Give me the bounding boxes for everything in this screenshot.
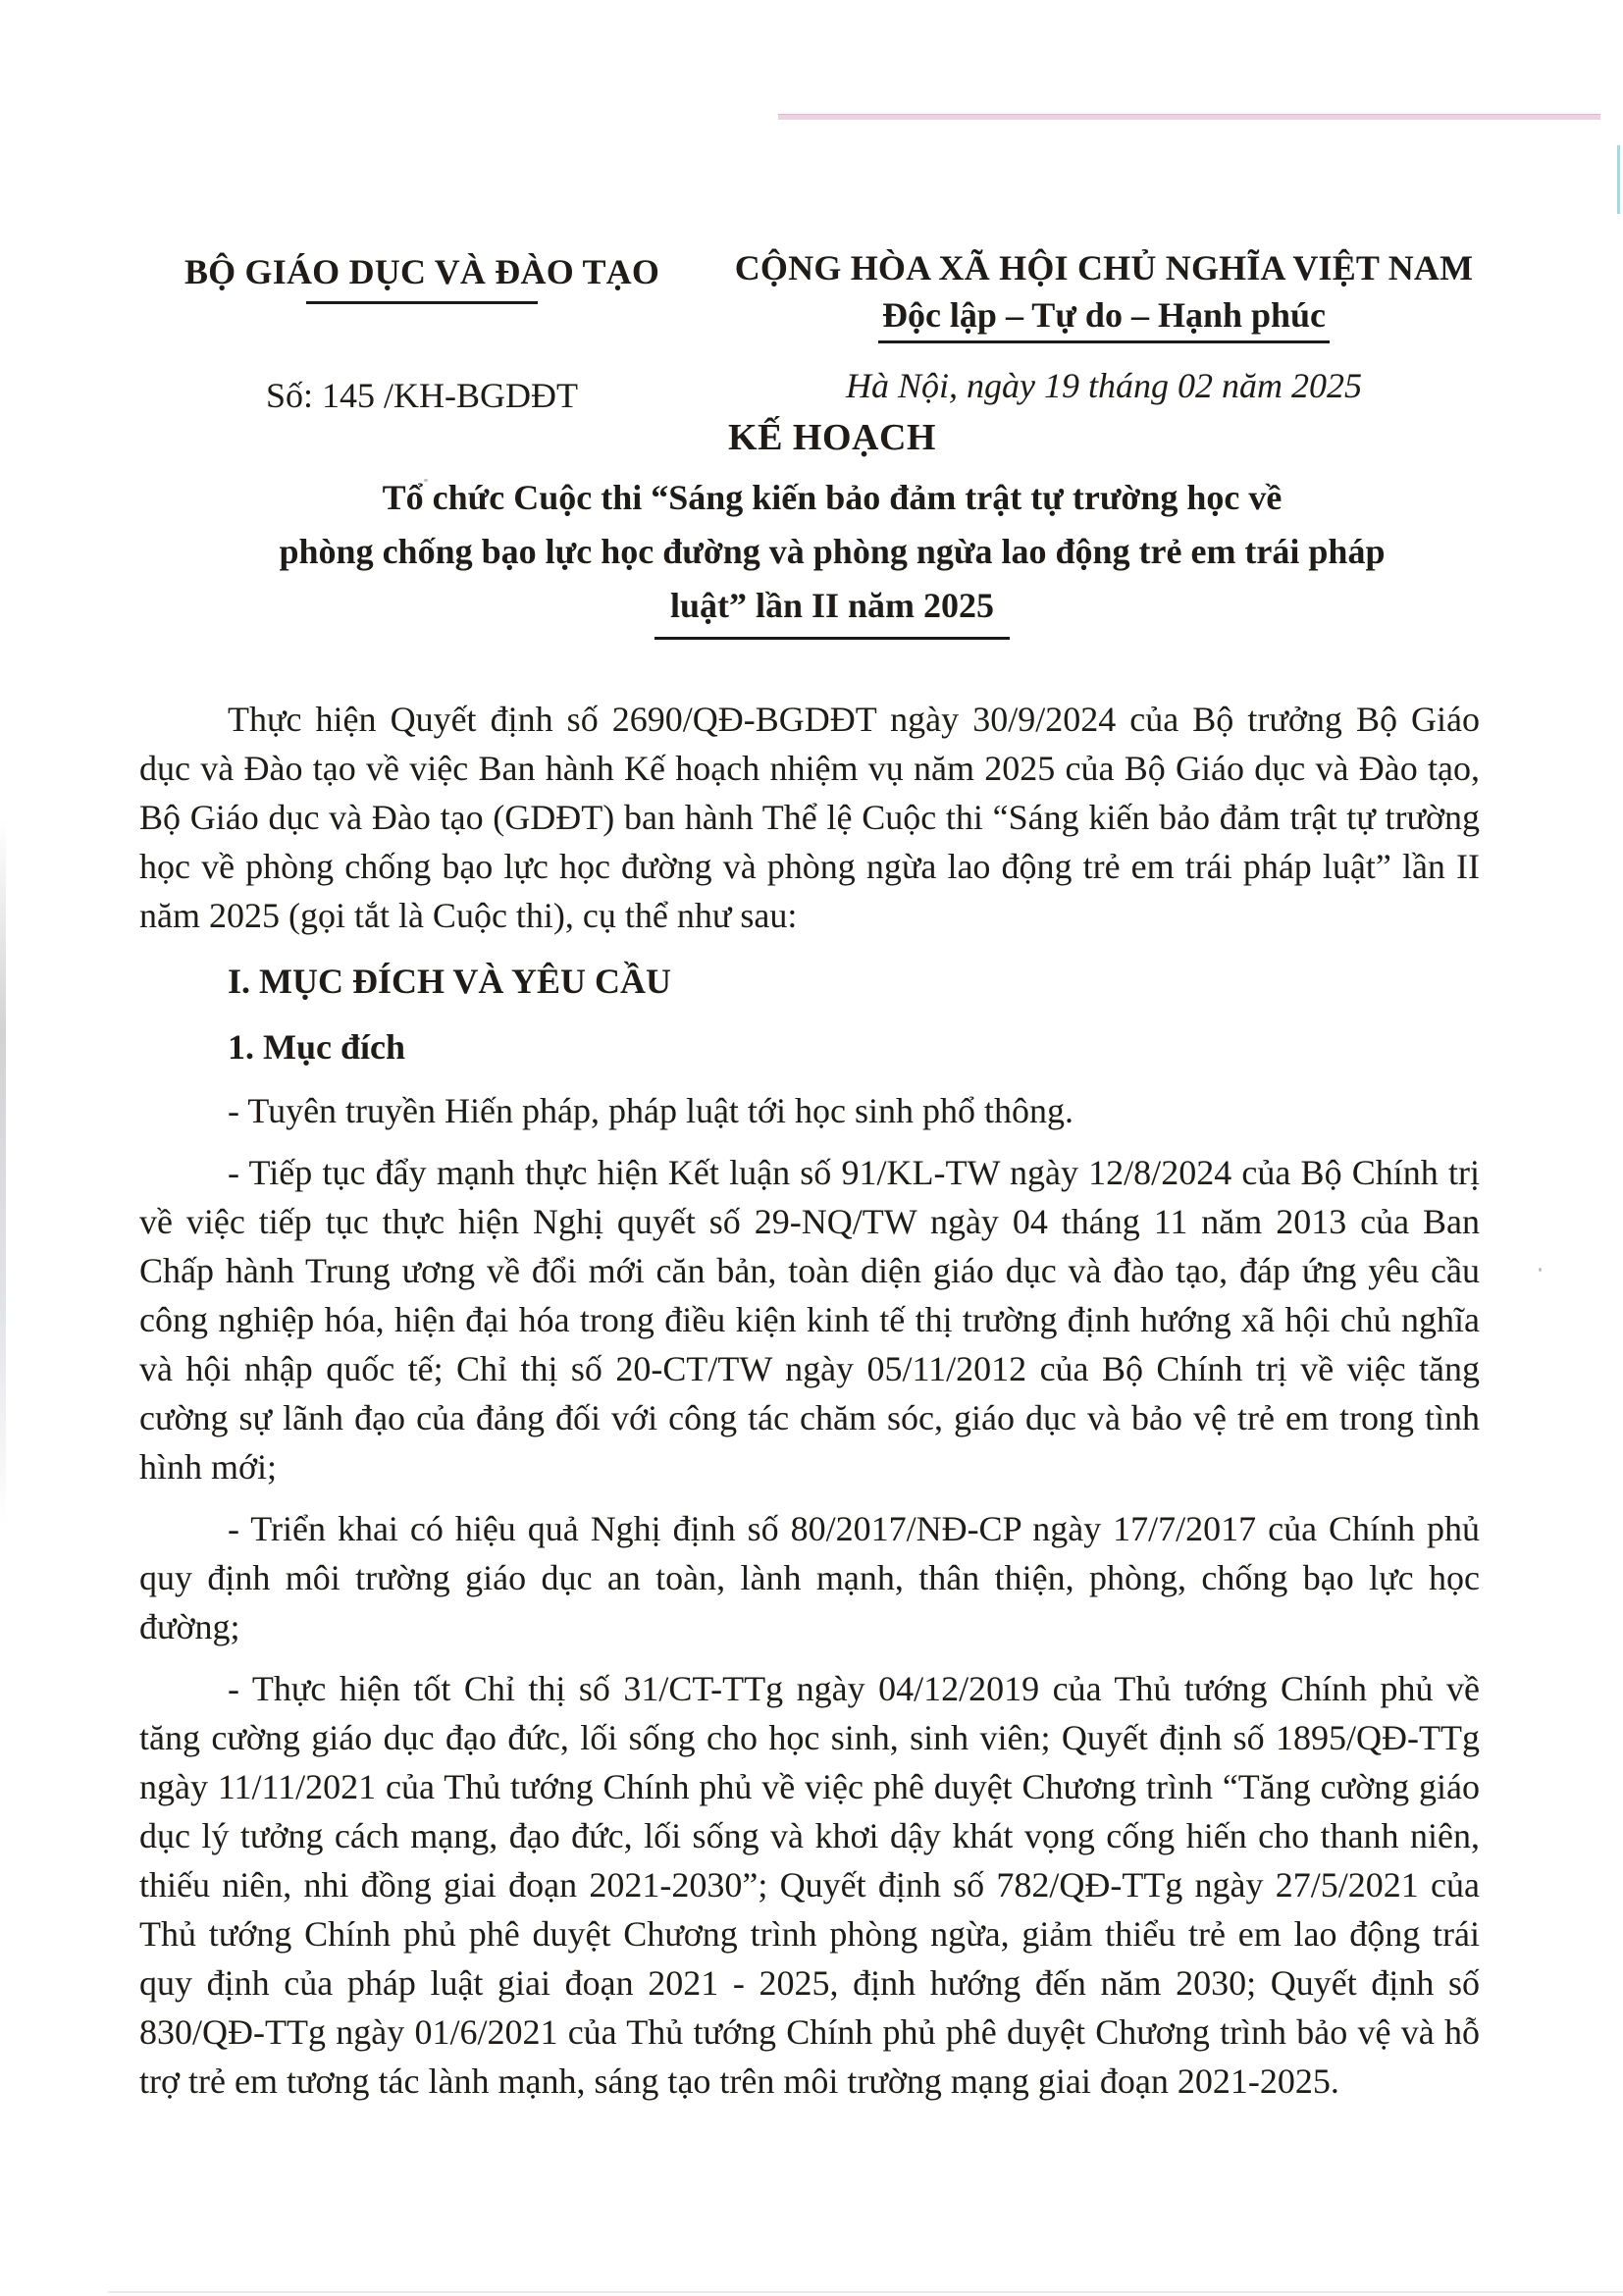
- bullet-paragraph: - Tiếp tục đẩy mạnh thực hiện Kết luận số 91/KL-TW ngày 12/8/2024 của Bộ Chính trị về việc tiếp tục thực hiện Nghị quyết số 29-NQ/TW ngày 04 tháng 11 năm 2013 của Ban Chấp hành Trung ương về đổi mới căn bản, toàn diện giáo dục và đào tạo, đáp ứng yêu cầu công nghiệp hóa, hiện đại hóa trong điều kiện kinh tế thị trường định hướng xã hội chủ nghĩa và hội nhập quốc tế; Chỉ thị số 20-CT/TW ngày 05/11/2012 của Bộ Chính trị về việc tăng cường sự lãnh đạo của đảng đối với công tác chăm sóc, giáo dục và bảo vệ trẻ em trong tình hình mới;: [139, 1153, 1480, 1487]
- scan-edge-teal-mark: [1617, 145, 1620, 214]
- subtitle-underlined-text: luật” lần II năm 2025: [654, 579, 1010, 640]
- scan-edge-left-smudge: [0, 819, 6, 1526]
- document-subtitle-line2: phòng chống bạo lực học đường và phòng ngừa lao động trẻ em trái pháp: [279, 532, 1386, 571]
- document-number: Số: 145 /KH-BGDĐT: [265, 376, 578, 415]
- national-header-block: [726, 247, 1482, 406]
- document-subtitle-line3: [137, 579, 1527, 640]
- bullet-paragraph: - Thực hiện tốt Chỉ thị số 31/CT-TTg ngày 04/12/2019 của Thủ tướng Chính phủ về tăng cường giáo dục đạo đức, lối sống cho học sinh, sinh viên; Quyết định số 1895/QĐ-TTg ngày 11/11/2021 của Thủ tướng Chính phủ về việc phê duyệt Chương trình “Tăng cường giáo dục lý tưởng cách mạng, đạo đức, lối sống và khơi dậy khát vọng cống hiến cho thanh niên, thiếu niên, nhi đồng giai đoạn 2021-2030”; Quyết định số 782/QĐ-TTg ngày 27/5/2021 của Thủ tướng Chính phủ phê duyệt Chương trình phòng ngừa, giảm thiểu trẻ em lao động trái quy định của pháp luật giai đoạn 2021 - 2025, định hướng đến năm 2030; Quyết định số 830/QĐ-TTg ngày 01/6/2021 của Thủ tướng Chính phủ phê duyệt Chương trình bảo vệ và hỗ trợ trẻ em tương tác lành mạnh, sáng tạo trên môi trường mạng giai đoạn 2021-2025.: [139, 1669, 1480, 2101]
- document-body: [139, 695, 1480, 2118]
- issuing-authority-block: [163, 251, 681, 304]
- subsection-heading-1: 1. Mục đích: [228, 1027, 406, 1067]
- document-subtitle-line1: Tổ chức Cuộc thi “Sáng kiến bảo đảm trật tự trường học về: [382, 478, 1283, 517]
- intro-paragraph: Thực hiện Quyết định số 2690/QĐ-BGDĐT ngày 30/9/2024 của Bộ trưởng Bộ Giáo dục và Đào tạo về việc Ban hành Kế hoạch nhiệm vụ năm 2025 của Bộ Giáo dục và Đào tạo, Bộ Giáo dục và Đào tạo (GDĐT) ban hành Thể lệ Cuộc thi “Sáng kiến bảo đảm trật tự trường học về phòng chống bạo lực học đường và phòng ngừa lao động trẻ em trái pháp luật” lần II năm 2025 (gọi tắt là Cuộc thi), cụ thể như sau:: [139, 700, 1480, 935]
- national-motto: Độc lập – Tự do – Hạnh phúc: [878, 294, 1330, 343]
- national-title: CỘNG HÒA XÃ HỘI CHỦ NGHĨA VIỆT NAM: [734, 248, 1474, 287]
- scan-speck: [1539, 1268, 1542, 1272]
- place-and-date: Hà Nội, ngày 19 tháng 02 năm 2025: [846, 366, 1362, 405]
- document-title-block: [137, 416, 1527, 640]
- authority-underline: [306, 301, 538, 304]
- document-type-title: KẾ HOẠCH: [728, 417, 936, 458]
- bullet-paragraph: - Triển khai có hiệu quả Nghị định số 80/2017/NĐ-CP ngày 17/7/2017 của Chính phủ quy định môi trường giáo dục an toàn, lành mạnh, thân thiện, phòng, chống bạo lực học đường;: [139, 1509, 1480, 1646]
- scan-edge-bottom-line: [108, 2291, 1623, 2293]
- issuing-authority-name: BỘ GIÁO DỤC VÀ ĐÀO TẠO: [183, 252, 660, 291]
- top-accent-line: [778, 114, 1600, 120]
- bullet-paragraph: - Tuyên truyền Hiến pháp, pháp luật tới học sinh phổ thông.: [228, 1091, 1073, 1130]
- section-heading-1: I. MỤC ĐÍCH VÀ YÊU CẦU: [228, 962, 672, 1001]
